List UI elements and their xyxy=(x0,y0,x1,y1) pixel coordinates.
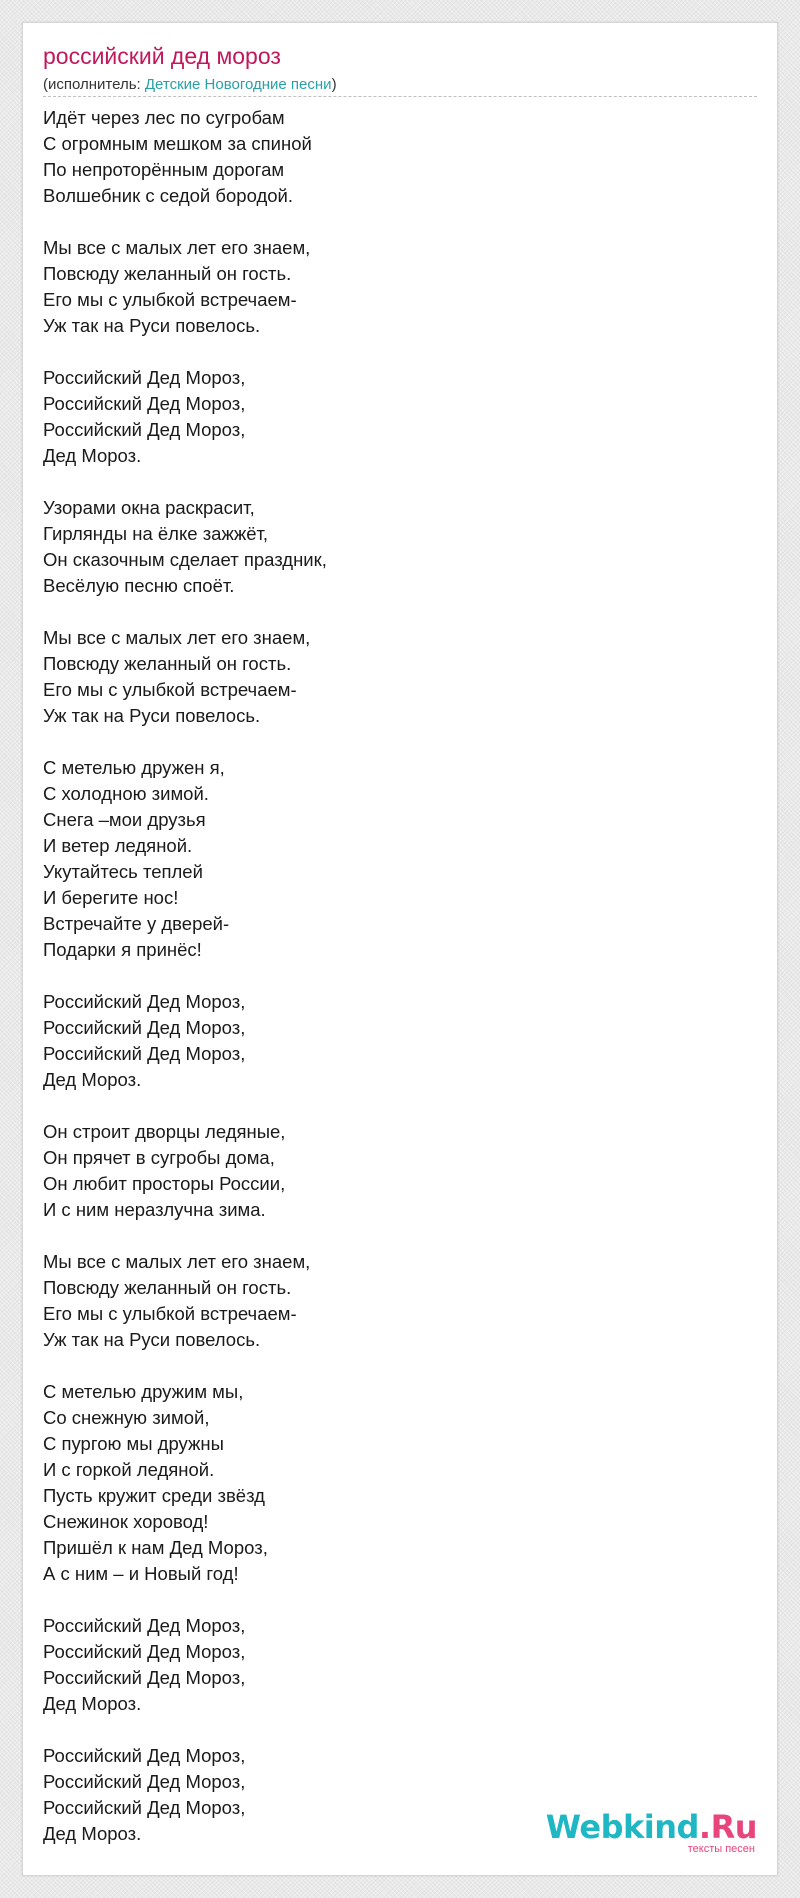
lyric-line: Повсюду желанный он гость. xyxy=(43,653,292,674)
lyric-line: Мы все с малых лет его знаем, xyxy=(43,1251,311,1272)
lyrics-body xyxy=(43,105,743,1873)
lyric-line: И берегите нос! xyxy=(43,887,179,908)
lyric-line: Мы все с малых лет его знаем, xyxy=(43,237,311,258)
lyric-line: Российский Дед Мороз, xyxy=(43,991,246,1012)
lyric-line: Российский Дед Мороз, xyxy=(43,1745,246,1766)
lyric-line: Его мы с улыбкой встречаем- xyxy=(43,289,297,310)
artist-prefix: (исполнитель: xyxy=(43,76,145,93)
lyric-line: Уж так на Руси повелось. xyxy=(43,315,261,336)
stanza xyxy=(43,495,743,599)
lyric-line: Мы все с малых лет его знаем, xyxy=(43,627,311,648)
lyric-line: А с ним – и Новый год! xyxy=(43,1563,239,1584)
lyrics-card xyxy=(22,22,778,1876)
stanza xyxy=(43,755,743,963)
stanza xyxy=(43,365,743,469)
lyric-line: Укутайтесь теплей xyxy=(43,861,203,882)
lyric-line: Гирлянды на ёлке зажжёт, xyxy=(43,523,269,544)
lyric-line: Его мы с улыбкой встречаем- xyxy=(43,1303,297,1324)
lyric-line: Он сказочным сделает праздник, xyxy=(43,549,327,570)
lyric-line: Его мы с улыбкой встречаем- xyxy=(43,679,297,700)
lyric-line: И ветер ледяной. xyxy=(43,835,193,856)
artist-link[interactable]: Детские Новогодние песни xyxy=(144,76,332,93)
stanza xyxy=(43,1613,743,1717)
lyric-line: Уж так на Руси повелось. xyxy=(43,705,261,726)
lyric-line: Повсюду желанный он гость. xyxy=(43,263,292,284)
lyric-line: Российский Дед Мороз, xyxy=(43,419,246,440)
lyric-line: Встречайте у дверей- xyxy=(43,913,230,934)
lyric-line: Дед Мороз. xyxy=(43,445,142,466)
lyric-line: Снежинок хоровод! xyxy=(43,1511,209,1532)
lyric-line: Узорами окна раскрасит, xyxy=(43,497,255,518)
lyric-line: Он любит просторы России, xyxy=(43,1173,286,1194)
lyric-line: С метелью дружен я, xyxy=(43,757,225,778)
lyric-line: Российский Дед Мороз, xyxy=(43,1771,246,1792)
lyric-line: Уж так на Руси повелось. xyxy=(43,1329,261,1350)
lyric-line: Волшебник с седой бородой. xyxy=(43,185,294,206)
logo-name: Webkind xyxy=(545,1808,699,1846)
stanza xyxy=(43,1379,743,1587)
lyric-line: Подарки я принёс! xyxy=(43,939,202,960)
stanza xyxy=(43,1249,743,1353)
lyric-line: Российский Дед Мороз, xyxy=(43,1017,246,1038)
lyric-line: Российский Дед Мороз, xyxy=(43,1667,246,1688)
lyric-line: Пусть кружит среди звёзд xyxy=(43,1485,265,1506)
logo-wordmark xyxy=(545,1808,757,1846)
lyric-line: С холодною зимой. xyxy=(43,783,209,804)
title-divider xyxy=(43,96,757,97)
site-logo[interactable] xyxy=(545,1808,757,1855)
lyric-line: Повсюду желанный он гость. xyxy=(43,1277,292,1298)
stanza xyxy=(43,235,743,339)
lyric-line: Российский Дед Мороз, xyxy=(43,1797,246,1818)
logo-tagline: тексты песен xyxy=(687,1843,755,1855)
song-title: российский дед мороз xyxy=(43,43,281,69)
lyric-line: Российский Дед Мороз, xyxy=(43,367,246,388)
lyric-line: Снега –мои друзья xyxy=(43,809,206,830)
lyric-line: С огромным мешком за спиной xyxy=(43,133,312,154)
lyric-line: Дед Мороз. xyxy=(43,1069,142,1090)
stanza xyxy=(43,1119,743,1223)
stanza xyxy=(43,625,743,729)
lyric-line: Российский Дед Мороз, xyxy=(43,393,246,414)
logo-tld: .Ru xyxy=(698,1808,757,1846)
lyric-line: Идёт через лес по сугробам xyxy=(43,107,285,128)
lyric-line: С пургою мы дружны xyxy=(43,1433,224,1454)
lyric-line: Весёлую песню споёт. xyxy=(43,575,235,596)
lyric-line: Он строит дворцы ледяные, xyxy=(43,1121,286,1142)
lyric-line: Российский Дед Мороз, xyxy=(43,1641,246,1662)
lyric-line: Дед Мороз. xyxy=(43,1823,142,1844)
stanza xyxy=(43,989,743,1093)
lyric-line: Дед Мороз. xyxy=(43,1693,142,1714)
lyric-line: С метелью дружим мы, xyxy=(43,1381,244,1402)
artist-line xyxy=(43,75,337,95)
lyric-line: Российский Дед Мороз, xyxy=(43,1615,246,1636)
lyric-line: Он прячет в сугробы дома, xyxy=(43,1147,275,1168)
lyric-line: И с ним неразлучна зима. xyxy=(43,1199,266,1220)
artist-suffix: ) xyxy=(331,76,337,93)
lyric-line: По непроторённым дорогам xyxy=(43,159,285,180)
lyric-line: Пришёл к нам Дед Мороз, xyxy=(43,1537,268,1558)
lyric-line: Российский Дед Мороз, xyxy=(43,1043,246,1064)
stanza xyxy=(43,105,743,209)
lyric-line: И с горкой ледяной. xyxy=(43,1459,215,1480)
lyric-line: Со снежную зимой, xyxy=(43,1407,210,1428)
